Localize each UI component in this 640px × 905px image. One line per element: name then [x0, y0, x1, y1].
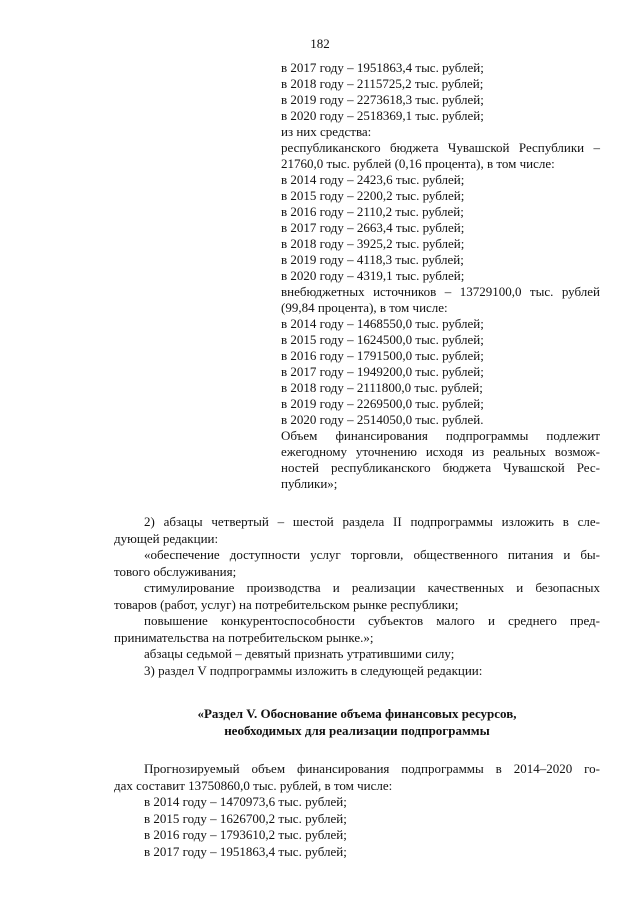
column-line-2: в 2018 году – 2115725,2 тыс. рублей;	[281, 76, 484, 91]
paragraph-line-2: дующей редакции:	[114, 530, 219, 546]
column-line-22: в 2019 году – 2269500,0 тыс. рублей;	[281, 396, 484, 411]
column-line-6: республиканского бюджета Чувашской Республики –	[281, 140, 600, 155]
paragraph-line-4: тового обслуживания;	[114, 563, 237, 579]
paragraph-line-1: 2) абзацы четвертый – шестой раздела II подпрограммы изложить в сле-	[144, 514, 600, 529]
section-line-4: в 2015 году – 1626700,2 тыс. рублей;	[144, 810, 347, 826]
column-line-5: из них средства:	[281, 124, 372, 139]
column-line-26: ностей республиканского бюджета Чувашской Рес-	[281, 460, 600, 475]
paragraph-line-6: товаров (работ, услуг) на потребительском рынке республики;	[114, 596, 459, 612]
section-line-3: в 2014 году – 1470973,6 тыс. рублей;	[144, 794, 347, 809]
column-line-1: в 2017 году – 1951863,4 тыс. рублей;	[281, 60, 484, 75]
column-line-16: (99,84 процента), в том числе:	[281, 300, 448, 315]
column-line-23: в 2020 году – 2514050,0 тыс. рублей.	[281, 412, 484, 427]
section-line-5: в 2016 году – 1793610,2 тыс. рублей;	[144, 827, 347, 842]
paragraph-line-5: стимулирование производства и реализации качественных и безопасных	[144, 580, 600, 595]
column-line-10: в 2016 году – 2110,2 тыс. рублей;	[281, 204, 464, 219]
section-line-2: дах составит 13750860,0 тыс. рублей, в том числе:	[114, 777, 393, 793]
section-line-1: Прогнозируемый объем финансирования подпрограммы в 2014–2020 го-	[144, 761, 600, 776]
column-line-14: в 2020 году – 4319,1 тыс. рублей;	[281, 268, 465, 283]
section-line-6: в 2017 году – 1951863,4 тыс. рублей;	[144, 843, 347, 859]
column-line-24: Объем финансирования подпрограммы подлежит	[281, 428, 600, 443]
column-line-13: в 2019 году – 4118,3 тыс. рублей;	[281, 252, 464, 267]
column-line-11: в 2017 году – 2663,4 тыс. рублей;	[281, 220, 465, 235]
column-line-19: в 2016 году – 1791500,0 тыс. рублей;	[281, 348, 484, 363]
column-line-12: в 2018 году – 3925,2 тыс. рублей;	[281, 236, 465, 251]
paragraph-line-8: принимательства на потребительском рынке.»;	[114, 629, 374, 645]
column-line-27: публики»;	[281, 476, 338, 491]
main-text-body	[114, 514, 600, 860]
financing-continuation-column	[281, 60, 600, 492]
column-line-9: в 2015 году – 2200,2 тыс. рублей;	[281, 188, 465, 203]
column-line-17: в 2014 году – 1468550,0 тыс. рублей;	[281, 316, 484, 331]
column-line-21: в 2018 году – 2111800,0 тыс. рублей;	[281, 380, 483, 395]
column-line-25: ежегодному уточнению исходя из реальных возмож-	[281, 444, 600, 459]
paragraph-line-3: «обеспечение доступности услуг торговли, общественного питания и бы-	[144, 547, 600, 562]
section-heading-line-1: «Раздел V. Обоснование объема финансовых ресурсов,	[197, 706, 517, 721]
column-line-3: в 2019 году – 2273618,3 тыс. рублей;	[281, 92, 484, 107]
column-line-7: 21760,0 тыс. рублей (0,16 процента), в том числе:	[281, 156, 555, 171]
amendment-paragraphs	[114, 514, 600, 679]
column-line-20: в 2017 году – 1949200,0 тыс. рублей;	[281, 364, 484, 379]
column-line-18: в 2015 году – 1624500,0 тыс. рублей;	[281, 332, 484, 347]
column-line-4: в 2020 году – 2518369,1 тыс. рублей;	[281, 108, 484, 123]
section-v-text	[114, 761, 600, 860]
column-line-8: в 2014 году – 2423,6 тыс. рублей;	[281, 172, 465, 187]
paragraph-line-9: абзацы седьмой – девятый признать утратившими силу;	[144, 646, 455, 661]
section-heading-line-2: необходимых для реализации подпрограммы	[224, 723, 490, 738]
page-number: 182	[310, 36, 330, 51]
section-heading	[114, 705, 600, 739]
column-line-15: внебюджетных источников – 13729100,0 тыс. рублей	[281, 284, 600, 299]
paragraph-line-10: 3) раздел V подпрограммы изложить в следующей редакции:	[144, 662, 483, 678]
paragraph-line-7: повышение конкурентоспособности субъектов малого и среднего пред-	[144, 613, 600, 628]
